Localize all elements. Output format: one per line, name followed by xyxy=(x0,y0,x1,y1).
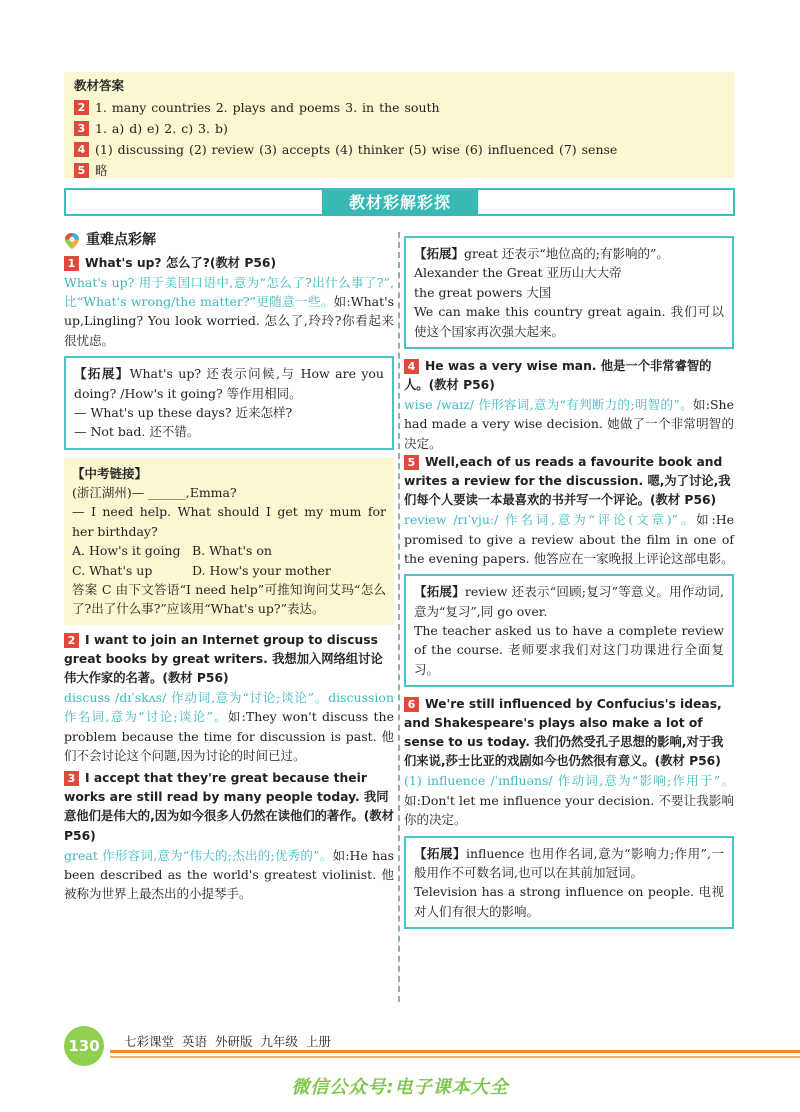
section-banner: 教材彩解彩探 xyxy=(322,190,478,216)
point-number: 4 xyxy=(404,359,419,374)
point-explanation xyxy=(404,771,734,829)
answer-text: 1. many countries 2. plays and poems 3. in the south xyxy=(95,100,440,116)
answer-row xyxy=(74,160,724,181)
example: 如:What's up,Lingling? You look worried. 怎么了,玲玲?你看起来很忧虑。 xyxy=(64,294,394,348)
answer-text: 略 xyxy=(95,163,108,179)
answer-text: (1) discussing (2) review (3) accepts (4) thinker (5) wise (6) influenced (7) sense xyxy=(95,142,618,158)
point-heading xyxy=(64,631,394,688)
point-number: 2 xyxy=(64,633,79,648)
extension-box xyxy=(404,574,734,687)
answer-number: 3 xyxy=(74,121,89,136)
exam-choices xyxy=(72,541,386,580)
location-pin-icon xyxy=(64,232,80,250)
exam-question: (浙江湖州)— ______,Emma? xyxy=(72,485,237,501)
point-number: 6 xyxy=(404,697,419,712)
answer-row xyxy=(74,118,724,139)
choice-d: D. How's your mother xyxy=(192,562,331,578)
point-heading xyxy=(64,769,394,845)
answer-number: 4 xyxy=(74,142,89,157)
definition: great 作形容词,意为“伟大的;杰出的;优秀的”。 xyxy=(64,847,333,863)
section-heading xyxy=(64,230,394,252)
extension-line: We can make this country great again. 我们可以使这个国家再次强大起来。 xyxy=(414,304,724,339)
extension-line: the great powers 大国 xyxy=(414,284,552,300)
column-divider xyxy=(398,232,400,1002)
example: 如:Don't let me influence your decision. 不要让我影响你的决定。 xyxy=(404,792,734,828)
definition: review /rɪˈvjuː/ 作名词,意为“评论(文章)”。 xyxy=(404,512,697,528)
point-heading xyxy=(404,695,734,771)
example: 如:He promised to give a review about the film in one of the evening papers. 他答应在一家晚报上评论这部电影。 xyxy=(404,512,734,566)
extension-box xyxy=(404,236,734,349)
extension-box xyxy=(404,836,734,930)
answer-title: 教材答案 xyxy=(74,78,125,93)
extension-text: great 还表示“地位高的;有影响的”。 xyxy=(464,246,669,261)
definition: wise /waɪz/ 作形容词,意为“有判断力的;明智的”。 xyxy=(404,396,693,412)
answer-text: 1. a) d) e) 2. c) 3. b) xyxy=(95,121,228,137)
page-number: 130 xyxy=(64,1026,104,1066)
answer-row xyxy=(74,97,724,118)
section-title: 重难点彩解 xyxy=(86,232,156,248)
exam-dialogue: — I need help. What should I get my mum for her birthday? xyxy=(72,504,386,539)
point-title: Well,each of us reads a favourite book and writes a review for the discussion. 嗯,为了讨论,我们每个人要读一本最喜欢的书并写一个评论。(教材 P56) xyxy=(404,455,731,508)
choice-b: B. What's on xyxy=(192,543,272,559)
watermark: 微信公众号:电子课本大全 xyxy=(291,1077,509,1098)
point-explanation xyxy=(64,846,394,904)
example: 如:They won't discuss the problem because the time for discussion is past. 他们不会讨论这个问题,因为讨论的时间已过。 xyxy=(64,709,395,763)
left-column xyxy=(64,230,394,904)
book-title: 七彩课堂 英语 外研版 九年级 上册 xyxy=(124,1034,331,1049)
exam-answer: 答案 C 由下文答语“I need help”可推知询问艾玛“怎么了?出了什么事?”应该用“What's up?”表达。 xyxy=(72,581,386,617)
extension-box xyxy=(64,356,394,450)
choice-a: A. How's it going xyxy=(72,543,181,559)
point-heading xyxy=(64,254,394,273)
point-title: I want to join an Internet group to discuss great books by great writers. 我想加入网络组讨论伟大作家的名著。(教材 P56) xyxy=(64,632,383,685)
exam-link-box xyxy=(64,458,394,625)
extension-text: What's up? 还表示问候,与 How are you doing? /How's it going? 等作用相同。 xyxy=(74,366,384,401)
extension-label: 【拓展】 xyxy=(414,845,466,861)
choice-c: C. What's up xyxy=(72,562,153,578)
answer-number: 2 xyxy=(74,100,89,115)
point-number: 3 xyxy=(64,771,79,786)
extension-label: 【拓展】 xyxy=(414,246,465,261)
definition: What's up? 用于美国口语中,意为“怎么了?出什么事了?”,比“What's wrong/the matter?”更随意一些。 xyxy=(64,274,394,310)
extension-line: Television has a strong influence on people. 电视对人们有很大的影响。 xyxy=(414,884,724,919)
point-explanation xyxy=(404,510,734,568)
answer-row xyxy=(74,139,724,160)
extension-text: influence 也用作名词,意为“影响力;作用”,一般用作不可数名词,也可以在其前加冠词。 xyxy=(414,845,724,880)
example: 如:She had made a very wise decision. 她做了一个非常明智的决定。 xyxy=(404,396,734,451)
answer-block xyxy=(64,72,734,178)
point-heading xyxy=(404,453,734,510)
point-title: We're still influenced by Confucius's ideas, and Shakespeare's plays also make a lot of sense to us today. 我们仍然受孔子思想的影响,对于我们来说,莎士比亚的戏剧如今也仍然很有意义。(教材 P56) xyxy=(404,697,724,769)
point-explanation xyxy=(64,688,394,766)
point-number: 1 xyxy=(64,256,79,271)
point-title: He was a very wise man. 他是一个非常睿智的人。(教材 P56) xyxy=(404,358,712,392)
point-explanation xyxy=(64,273,394,351)
exam-link-label: 【中考链接】 xyxy=(72,465,148,481)
extension-line: — What's up these days? 近来怎样? xyxy=(74,404,293,420)
definition: (1) influence /ˈɪnfluəns/ 作动词,意为“影响;作用于”。 xyxy=(404,773,734,789)
extension-label: 【拓展】 xyxy=(414,584,465,600)
extension-text: review 还表示“回顾;复习”等意义。用作动词,意为“复习”,同 go over. xyxy=(414,584,724,619)
point-number: 5 xyxy=(404,455,419,470)
point-heading xyxy=(404,357,734,395)
right-column xyxy=(404,236,734,937)
point-title: I accept that they're great because their works are still read by many people today. 我同意他们是伟大的,因为如今很多人仍然在读他们的著作。(教材 P56) xyxy=(64,771,395,843)
extension-line: Alexander the Great 亚历山大大帝 xyxy=(414,265,622,281)
footer-rule-light xyxy=(110,1056,800,1058)
example: 如:He has been described as the world's greatest violinist. 他被称为世界上最杰出的小提琴手。 xyxy=(64,847,394,902)
answer-number: 5 xyxy=(74,163,89,178)
point-explanation xyxy=(404,395,734,453)
point-title: What's up? 怎么了?(教材 P56) xyxy=(85,255,277,270)
extension-line: — Not bad. 还不错。 xyxy=(74,424,200,440)
extension-label: 【拓展】 xyxy=(74,366,130,382)
extension-line: The teacher asked us to have a complete review of the course. 老师要求我们对这门功课进行全面复习。 xyxy=(414,623,724,677)
definition: discuss /dɪˈskʌs/ 作动词,意为“讨论;谈论”。discussion 作名词,意为“讨论;谈论”。 xyxy=(64,689,394,725)
